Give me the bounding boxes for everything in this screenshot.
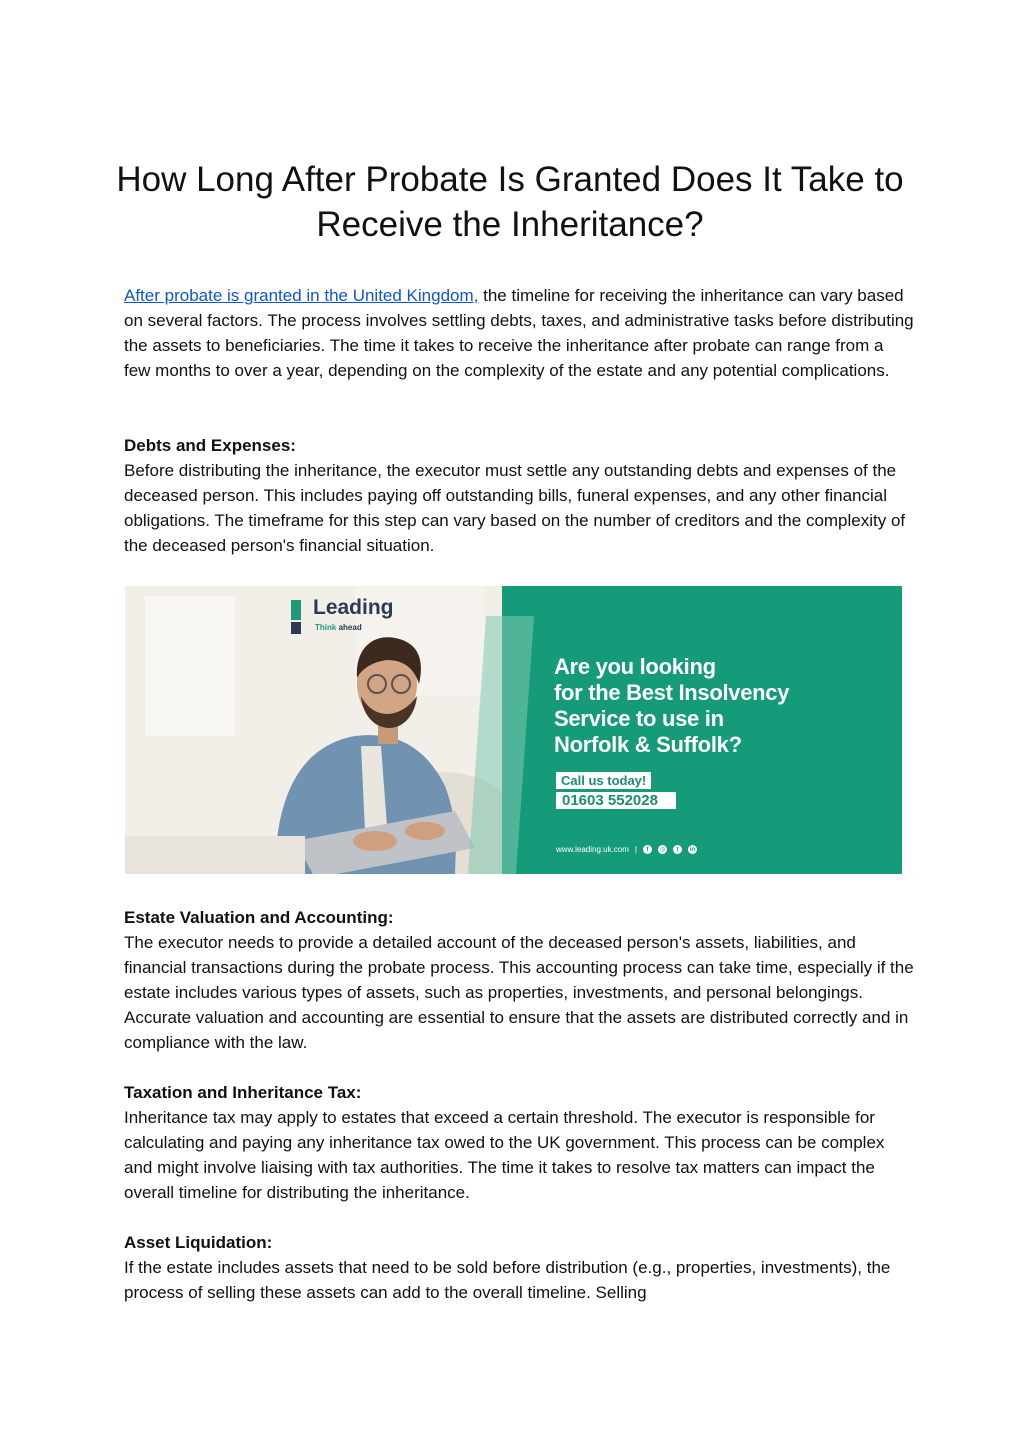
intro-paragraph [124, 283, 914, 383]
linkedin-icon[interactable]: in [689, 846, 696, 853]
section-body: If the estate includes assets that need to be sold before distribution (e.g., properties, investments), the process of selling these assets can add to the overall timeline. Selling [124, 1258, 891, 1302]
headline-line: for the Best Insolvency [554, 680, 790, 705]
intro-text: the timeline for receiving the inheritance can vary based on several factors. The process involves settling debts, taxes, and administrative tasks before distributing the assets to beneficiaries. The time it takes to receive the inheritance after probate can range from a few months to over a year, depending on the complexity of the estate and any potential complications. [124, 286, 914, 380]
website-link[interactable]: www.leading.uk.com [556, 845, 629, 854]
banner-headline [554, 654, 884, 758]
title-line-2: Receive the Inheritance? [316, 205, 704, 244]
twitter-icon[interactable]: t [673, 845, 682, 854]
probate-link[interactable]: After probate is granted in the United Kingdom, [124, 286, 479, 305]
section-body: Inheritance tax may apply to estates that exceed a certain threshold. The executor is responsible for calculating and paying any inheritance tax owed to the UK government. This process can be complex and might involve liaising with tax authorities. The time it takes to resolve tax matters can impact the overall timeline for distributing the inheritance. [124, 1108, 885, 1202]
headline-line: Are you looking [554, 654, 716, 679]
call-us-button[interactable]: Call us today! [556, 772, 651, 789]
section-heading: Debts and Expenses: [124, 436, 296, 455]
section-debts [124, 433, 914, 558]
section-estate-valuation [124, 905, 914, 1055]
phone-number[interactable]: 01603 552028 [556, 792, 676, 809]
section-asset-liquidation [124, 1230, 914, 1305]
document-title [100, 157, 920, 247]
instagram-icon[interactable]: ◎ [659, 847, 666, 853]
facebook-icon[interactable]: f [643, 845, 652, 854]
section-body: The executor needs to provide a detailed account of the deceased person's assets, liabilities, and financial transactions during the probate process. This accounting process can take time, especially if the estate includes various types of assets, such as properties, investments, and personal belongings. Accurate valuation and accounting are essential to ensure that the assets are distributed correctly and in compliance with the law. [124, 933, 914, 1052]
section-heading: Taxation and Inheritance Tax: [124, 1083, 362, 1102]
headline-line: Norfolk & Suffolk? [554, 732, 742, 757]
banner-footer [556, 845, 697, 854]
section-heading: Estate Valuation and Accounting: [124, 908, 394, 927]
section-taxation [124, 1080, 914, 1205]
footer-separator: | [634, 845, 637, 854]
headline-line: Service to use in [554, 706, 724, 731]
section-body: Before distributing the inheritance, the executor must settle any outstanding debts and expenses of the deceased person. This includes paying off outstanding bills, funeral expenses, and any other financial obligations. The timeframe for this step can vary based on the number of creditors and the complexity of the deceased person's financial situation. [124, 461, 906, 555]
leading-logo-icon [291, 600, 301, 634]
logo-wordmark: Leading [313, 596, 394, 619]
advert-banner[interactable] [125, 586, 902, 874]
section-heading: Asset Liquidation: [124, 1233, 273, 1252]
logo-tagline: Think ahead [315, 623, 362, 632]
title-line-1: How Long After Probate Is Granted Does It Take to [116, 160, 904, 199]
